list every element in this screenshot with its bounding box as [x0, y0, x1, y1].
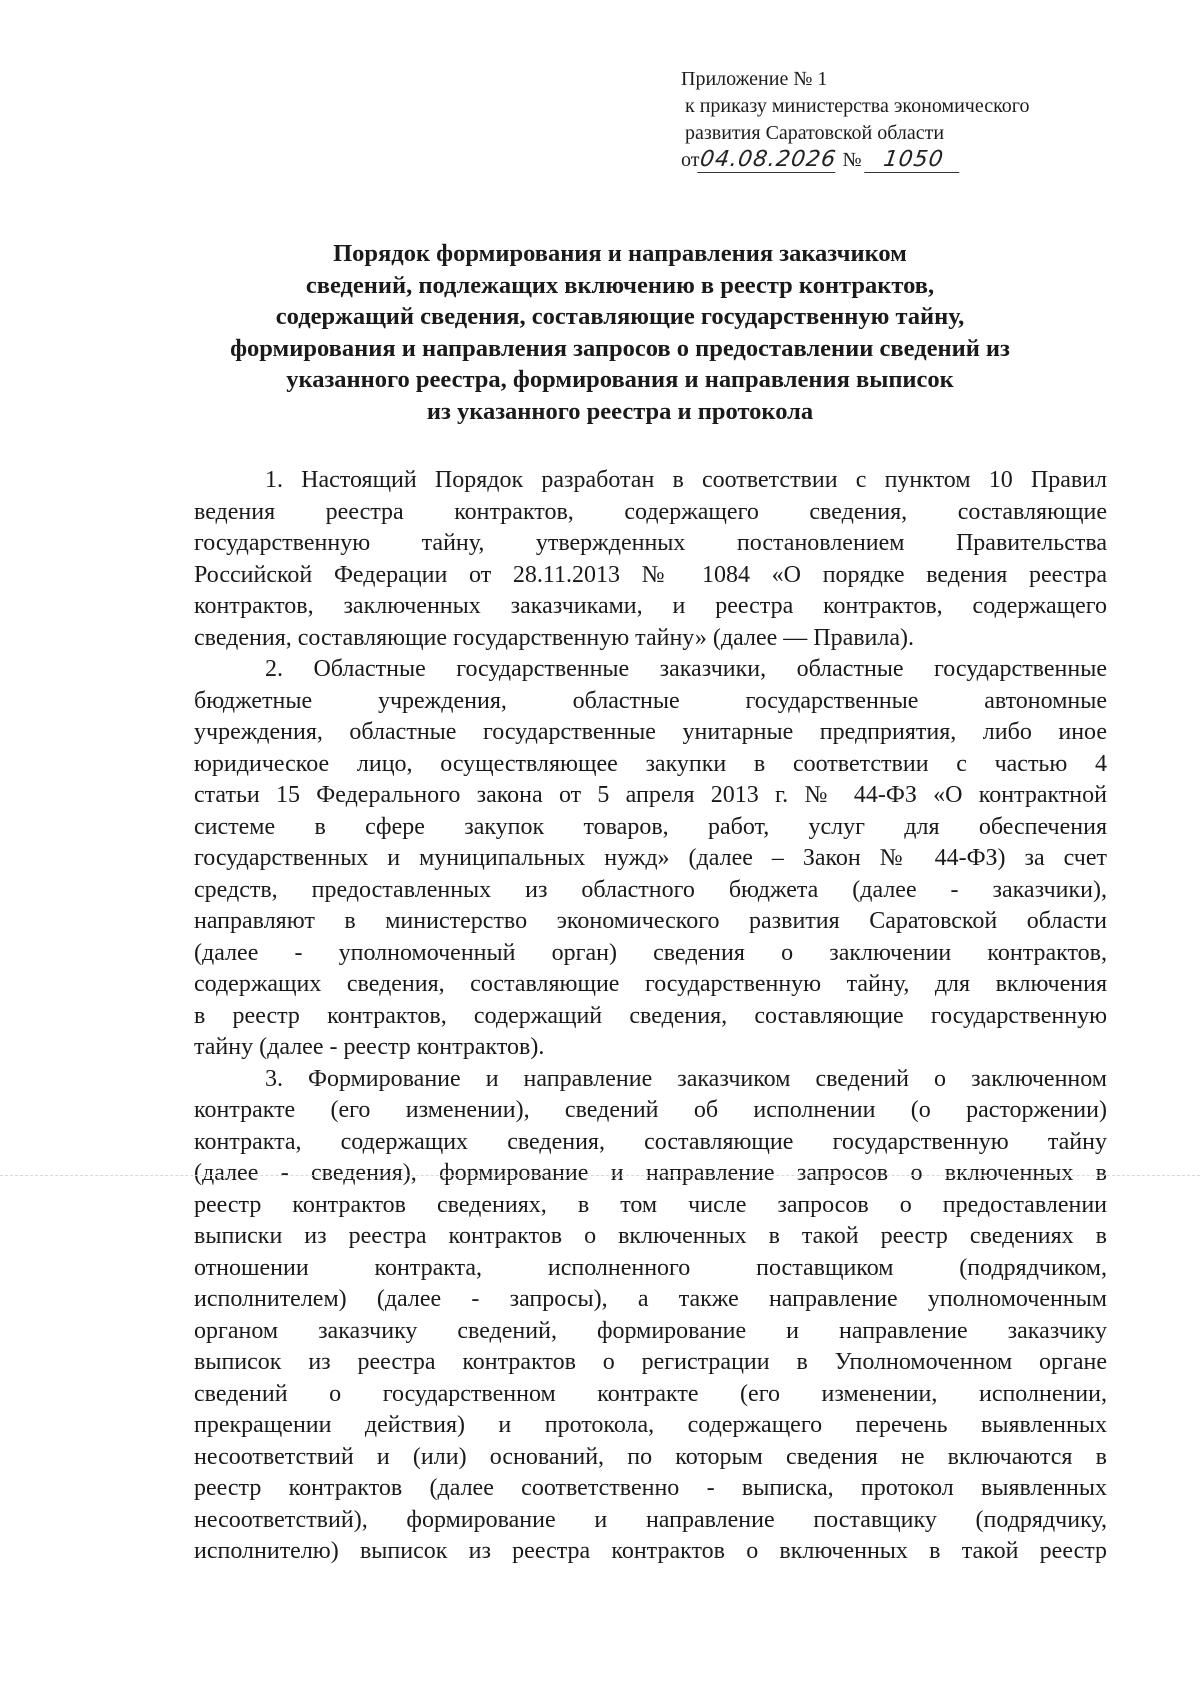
title-line: формирования и направления запросов о предоставлении сведений из	[230, 334, 1010, 362]
body-line: исполнителю) выписок из реестра контрактов о включенных в такой реестр	[194, 1538, 1107, 1564]
body-line: средств, предоставленных из областного бюджета (далее - заказчики),	[194, 876, 1107, 903]
body-line: бюджетные учреждения, областные государственные автономные	[194, 687, 1107, 714]
title-line: сведений, подлежащих включению в реестр контрактов,	[305, 271, 935, 299]
body-line: отношении контракта, исполненного поставщиком (подрядчиком,	[194, 1254, 1107, 1281]
body-line: контрактов, заключенных заказчиками, и реестра контрактов, содержащего	[194, 593, 1107, 619]
handwritten-order-number: 1050	[864, 148, 963, 173]
body-line: Российской Федерации от 28.11.2013 № 1084 «О порядке ведения реестра	[194, 561, 1107, 588]
body-line: реестр контрактов сведениях, в том числе запросов о предоставлении	[194, 1191, 1107, 1218]
body-line: тайну (далее - реестр контрактов).	[194, 1034, 545, 1060]
body-line: выписки из реестра контрактов о включенных в такой реестр сведениях в	[194, 1223, 1107, 1249]
title-line: из указанного реестра и протокола	[426, 397, 814, 425]
body-line: сведений о государственном контракте (его изменении, исполнении,	[194, 1380, 1107, 1407]
body-line: контракте (его изменении), сведений об исполнении (о расторжении)	[194, 1097, 1107, 1123]
body-line: несоответствий и (или) оснований, по которым сведения не включаются в	[194, 1443, 1107, 1470]
body-line: контракта, содержащих сведения, составляющие государственную тайну	[194, 1128, 1107, 1155]
paragraph-3	[194, 1064, 1107, 1568]
appendix-ministry: развития Саратовской области	[685, 122, 945, 144]
scan-artifact-line	[0, 1175, 1200, 1176]
body-line: прекращении действия) и протокола, содержащего перечень выявленных	[194, 1412, 1107, 1438]
body-line: в реестр контрактов, содержащий сведения, составляющие государственную	[194, 1002, 1107, 1029]
date-prefix: от	[681, 149, 700, 171]
body-line: содержащих сведения, составляющие государственную тайну, для включения	[194, 971, 1107, 997]
body-line: государственных и муниципальных нужд» (далее – Закон № 44-ФЗ) за счет	[194, 845, 1107, 871]
body-line: 2. Областные государственные заказчики, областные государственные	[265, 656, 1107, 682]
body-line: сведения, составляющие государственную тайну» (далее — Правила).	[194, 624, 915, 651]
body-line: 3. Формирование и направление заказчиком сведений о заключенном	[265, 1065, 1107, 1092]
body-line: учреждения, областные государственные унитарные предприятия, либо иное	[194, 719, 1107, 745]
body-line: органом заказчику сведений, формирование и направление заказчику	[194, 1317, 1107, 1344]
appendix-number: Приложение № 1	[681, 68, 828, 90]
title-line: указанного реестра, формирования и направления выписок	[286, 366, 954, 393]
body-line: ведения реестра контрактов, содержащего сведения, составляющие	[194, 498, 1107, 525]
handwritten-date: 04.08.2026	[698, 147, 839, 172]
order-date-number-line	[681, 147, 1121, 174]
body-line: реестр контрактов (далее соответственно - выписка, протокол выявленных	[194, 1475, 1107, 1501]
body-line: (далее - сведения), формирование и направление запросов о включенных в	[194, 1160, 1107, 1186]
paragraph-1	[194, 465, 1107, 654]
body-line: исполнителем) (далее - запросы), а также направление уполномоченным	[194, 1286, 1107, 1312]
body-line: юридическое лицо, осуществляющее закупки в соответствии с частью 4	[194, 750, 1107, 777]
title-line: Порядок формирования и направления заказчиком	[333, 240, 907, 267]
body-line: выписок из реестра контрактов о регистрации в Уполномоченном органе	[194, 1349, 1107, 1375]
body-line: несоответствий), формирование и направление поставщику (подрядчику,	[194, 1506, 1107, 1533]
body-line: направляют в министерство экономического развития Саратовской области	[194, 908, 1107, 934]
appendix-header	[681, 66, 1121, 174]
title-line: содержащий сведения, составляющие государственную тайну,	[275, 303, 965, 330]
paragraph-2	[194, 654, 1107, 1064]
body-line: государственную тайну, утвержденных постановлением Правительства	[194, 530, 1107, 556]
body-line: статьи 15 Федерального закона от 5 апреля 2013 г. № 44-ФЗ «О контрактной	[194, 782, 1107, 808]
body-line: системе в сфере закупок товаров, работ, услуг для обеспечения	[194, 813, 1107, 840]
body-line: 1. Настоящий Порядок разработан в соответствии с пунктом 10 Правил	[265, 467, 1107, 493]
document-title	[170, 238, 1070, 427]
appendix-order-reference: к приказу министерства экономического	[685, 95, 1030, 117]
number-prefix: №	[842, 149, 862, 171]
document-body	[194, 465, 1107, 1568]
body-line: (далее - уполномоченный орган) сведения о заключении контрактов,	[194, 939, 1107, 966]
